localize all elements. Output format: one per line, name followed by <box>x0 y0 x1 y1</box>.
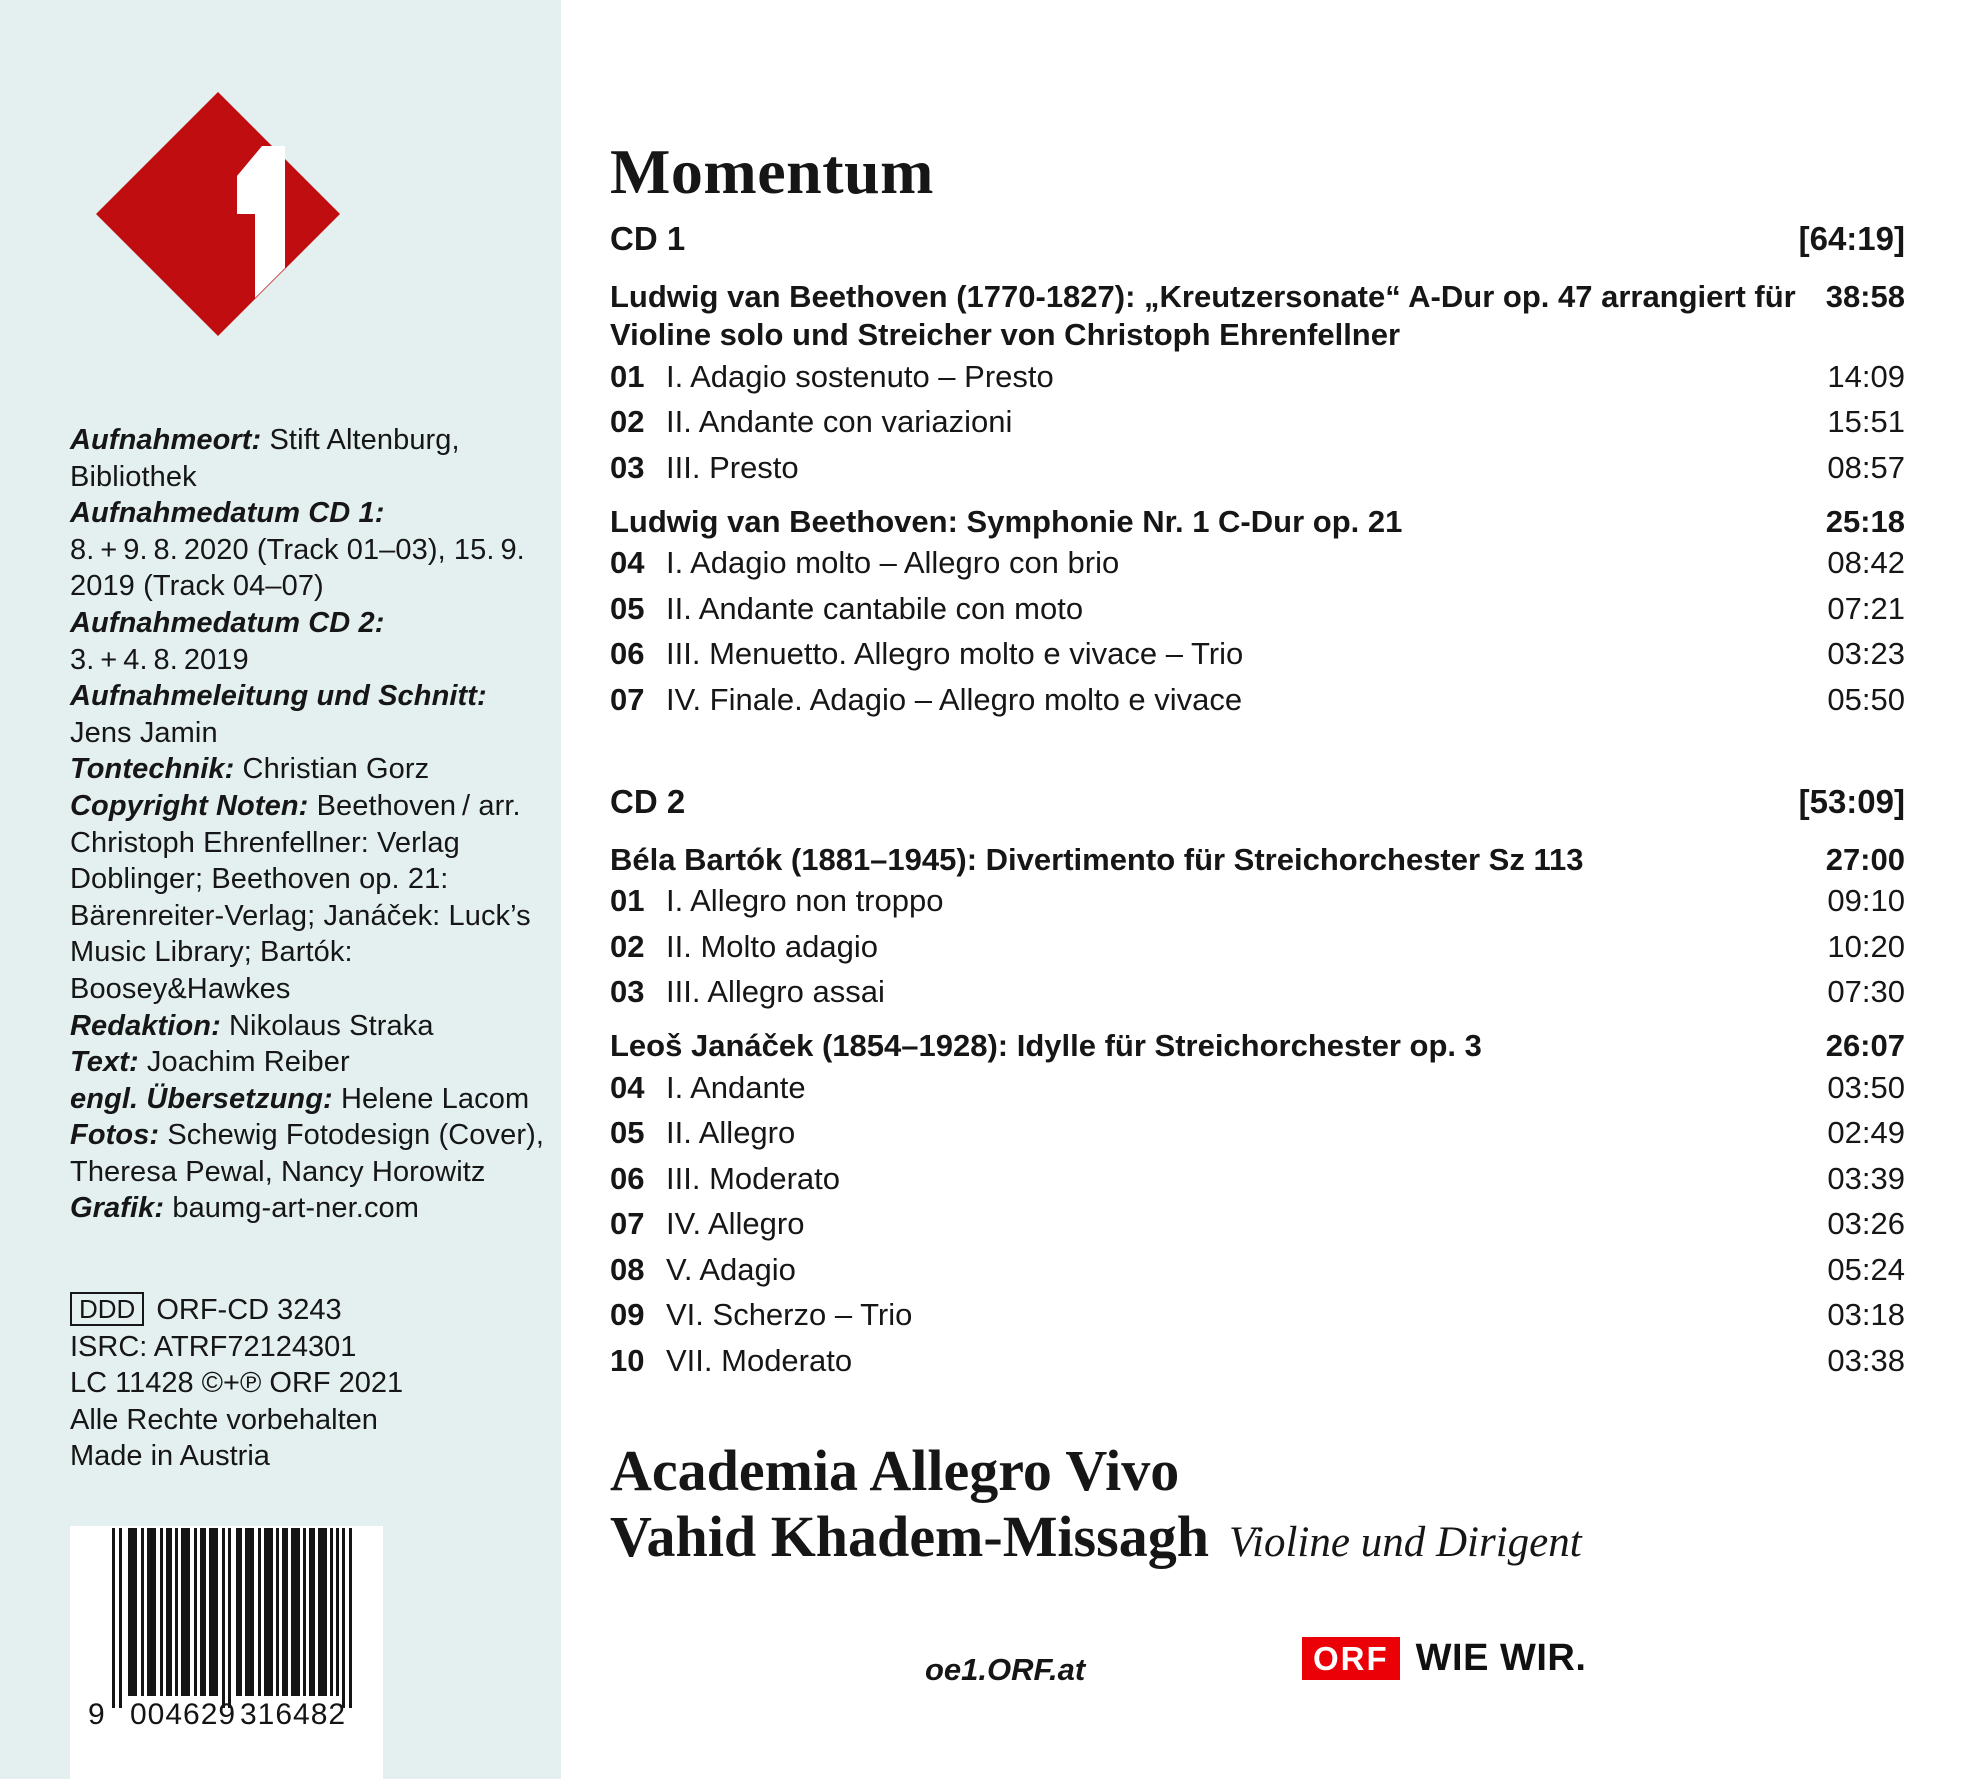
catalog-number: ORF-CD 3243 <box>156 1294 342 1326</box>
track-number: 01 <box>610 358 645 394</box>
disc-total-time: [64:19] <box>1798 220 1905 257</box>
credit-aufnahmeleitung <box>70 678 548 751</box>
track-title: III. Allegro assai <box>666 974 885 1010</box>
credit-copyright-noten <box>70 788 548 1008</box>
disc-header <box>610 220 1905 258</box>
credit-label: Grafik: <box>70 1192 165 1225</box>
credit-fotos <box>70 1117 548 1190</box>
credit-value: baumg-art-ner.com <box>172 1192 420 1225</box>
barcode <box>70 1526 383 1779</box>
credit-redaktion <box>70 1008 548 1045</box>
conductor-role: Violine und Dirigent <box>1228 1519 1582 1566</box>
barcode-digit-group2: 316482 <box>240 1698 347 1731</box>
credit-label: Aufnahmeleitung und Schnitt: <box>70 680 487 713</box>
track-number: 05 <box>610 1115 645 1151</box>
credit-label: Redaktion: <box>70 1009 221 1042</box>
orf-logo-box: ORF <box>1302 1637 1400 1680</box>
track-row <box>610 445 1905 491</box>
credit-grafik <box>70 1190 548 1227</box>
track-row <box>610 1293 1905 1339</box>
track-row <box>610 586 1905 632</box>
track-time: 07:21 <box>1827 590 1905 626</box>
credit-value: 8. + 9. 8. 2020 (Track 01–03), 15. 9. 2019 (Track 04–07) <box>70 533 531 603</box>
credit-label: Text: <box>70 1046 139 1079</box>
credit-value: Stift Altenburg, Bibliothek <box>70 424 460 493</box>
track-title: IV. Allegro <box>666 1206 805 1242</box>
work-title: Béla Bartók (1881–1945): Divertimento für Streichorchester Sz 113 <box>610 841 1584 877</box>
credit-value: Helene Lacom <box>341 1082 530 1115</box>
track-row <box>610 677 1905 723</box>
credit-text <box>70 1044 548 1081</box>
credit-label: Aufnahmedatum CD 2: <box>70 606 385 639</box>
made-in-line: Made in Austria <box>70 1440 270 1473</box>
album-title: Momentum <box>610 135 934 207</box>
track-row <box>610 1111 1905 1157</box>
credit-value: 3. + 4. 8. 2019 <box>70 643 249 676</box>
artists-block <box>610 1438 1582 1576</box>
barcode-digit-lead: 9 <box>88 1698 105 1731</box>
conductor-name: Vahid Khadem-Missagh <box>610 1504 1209 1569</box>
work-header <box>610 841 1905 879</box>
barcode-icon <box>70 1526 383 1779</box>
credit-label: Tontechnik: <box>70 753 235 786</box>
track-row <box>610 400 1905 446</box>
track-row <box>610 879 1905 925</box>
track-row <box>610 1202 1905 1248</box>
work-header <box>610 503 1905 541</box>
track-title: VI. Scherzo – Trio <box>666 1297 913 1333</box>
track-number: 10 <box>610 1342 645 1378</box>
track-time: 05:24 <box>1827 1251 1905 1287</box>
credit-aufnahmeort <box>70 422 548 495</box>
work-duration: 27:00 <box>1825 841 1905 877</box>
track-row <box>610 354 1905 400</box>
credit-label: Aufnahmedatum CD 1: <box>70 497 385 530</box>
disc-cd1 <box>610 220 1905 723</box>
track-number: 06 <box>610 636 645 672</box>
track-time: 08:57 <box>1827 449 1905 485</box>
work-title: Leoš Janáček (1854–1928): Idylle für Streichorchester op. 3 <box>610 1028 1482 1063</box>
work-kreutzersonate <box>610 278 1905 491</box>
orf-logo <box>1302 1637 1586 1680</box>
disc-header <box>610 783 1905 821</box>
track-row <box>610 924 1905 970</box>
track-number: 07 <box>610 681 645 717</box>
disc-total-time: [53:09] <box>1798 782 1905 820</box>
track-title: III. Moderato <box>666 1160 841 1196</box>
track-title: II. Andante con variazioni <box>666 404 1013 440</box>
track-title: I. Adagio sostenuto – Presto <box>666 358 1054 394</box>
rights-line: Alle Rechte vorbehalten <box>70 1403 378 1436</box>
tracklist <box>610 220 1905 1396</box>
credit-uebersetzung <box>70 1081 548 1118</box>
track-time: 03:39 <box>1827 1160 1905 1196</box>
track-number: 02 <box>610 928 645 964</box>
track-title: I. Andante <box>666 1069 806 1105</box>
track-number: 02 <box>610 404 645 440</box>
track-row <box>610 1338 1905 1384</box>
track-time: 03:23 <box>1827 636 1905 672</box>
credit-value: Joachim Reiber <box>146 1046 350 1079</box>
track-number: 05 <box>610 590 645 626</box>
track-time: 05:50 <box>1827 681 1905 717</box>
track-time: 03:50 <box>1827 1069 1905 1105</box>
disc-name: CD 1 <box>610 220 686 257</box>
credit-value: Christian Gorz <box>242 753 430 786</box>
track-time: 14:09 <box>1827 358 1905 394</box>
credits-block <box>70 422 548 1227</box>
lc-line: LC 11428 ©+℗ ORF 2021 <box>70 1367 404 1400</box>
track-time: 02:49 <box>1827 1115 1905 1151</box>
work-idylle <box>610 1027 1905 1384</box>
track-number: 07 <box>610 1206 645 1242</box>
track-time: 10:20 <box>1827 928 1905 964</box>
oe1-logo-icon <box>96 92 340 336</box>
track-time: 07:30 <box>1827 974 1905 1010</box>
credit-value: Beethoven / arr. Christoph Ehrenfellner: Verlag Doblinger; Beethoven op. 21: Bärenreiter-Verlag; Janáček: Luck’s Music Library; Bartók: Boosey&Hawkes <box>70 789 531 1005</box>
track-row <box>610 632 1905 678</box>
track-time: 03:38 <box>1827 1342 1905 1378</box>
track-title: II. Molto adagio <box>666 928 878 964</box>
track-number: 08 <box>610 1251 645 1287</box>
credit-label: Copyright Noten: <box>70 789 309 822</box>
work-title: Ludwig van Beethoven: Symphonie Nr. 1 C-Dur op. 21 <box>610 503 1403 539</box>
work-symphonie-nr1 <box>610 503 1905 723</box>
credit-label: Aufnahmeort: <box>70 424 262 456</box>
track-row <box>610 541 1905 587</box>
conductor-line <box>610 1504 1582 1576</box>
credit-tontechnik <box>70 751 548 788</box>
work-title: Ludwig van Beethoven (1770-1827): „Kreutzersonate“ A-Dur op. 47 arrangiert für Violine solo und Streicher von Christoph Ehrenfellner <box>610 279 1796 352</box>
track-row <box>610 1156 1905 1202</box>
barcode-digit-group1: 004629 <box>130 1698 237 1731</box>
credit-value: Jens Jamin <box>70 716 218 749</box>
track-title: I. Allegro non troppo <box>666 883 944 919</box>
work-duration: 38:58 <box>1825 279 1905 314</box>
track-row <box>610 1247 1905 1293</box>
work-duration: 26:07 <box>1825 1028 1905 1063</box>
track-number: 06 <box>610 1160 645 1196</box>
track-row <box>610 1065 1905 1111</box>
credit-aufnahmedatum-cd1 <box>70 495 548 605</box>
disc-cd2 <box>610 783 1905 1384</box>
ddd-badge: DDD <box>70 1292 144 1326</box>
credit-aufnahmedatum-cd2 <box>70 605 548 678</box>
track-title: V. Adagio <box>666 1251 796 1287</box>
work-duration: 25:18 <box>1825 503 1905 539</box>
sidebar <box>0 0 561 1779</box>
credit-label: engl. Übersetzung: <box>70 1082 333 1115</box>
track-number: 03 <box>610 974 645 1010</box>
credit-value: Nikolaus Straka <box>229 1009 434 1042</box>
ensemble-name: Academia Allegro Vivo <box>610 1438 1180 1503</box>
oe1-website-link: oe1.ORF.at <box>925 1652 1086 1687</box>
isrc-line: ISRC: ATRF72124301 <box>70 1330 357 1363</box>
track-number: 01 <box>610 883 645 919</box>
track-row <box>610 970 1905 1016</box>
track-number: 04 <box>610 1069 645 1105</box>
track-number: 03 <box>610 449 645 485</box>
track-number: 04 <box>610 545 645 581</box>
credit-label: Fotos: <box>70 1119 160 1152</box>
track-title: IV. Finale. Adagio – Allegro molto e vivace <box>666 681 1243 717</box>
catalog-number-line <box>70 1292 548 1329</box>
track-title: III. Presto <box>666 449 799 485</box>
disc-name: CD 2 <box>610 782 686 820</box>
orf-claim: WIE WIR. <box>1415 1637 1587 1679</box>
track-time: 08:42 <box>1827 545 1905 581</box>
track-time: 09:10 <box>1827 883 1905 919</box>
credit-value: Schewig Fotodesign (Cover), Theresa Pewal, Nancy Horowitz <box>70 1119 545 1188</box>
track-title: II. Andante cantabile con moto <box>666 590 1084 626</box>
track-title: I. Adagio molto – Allegro con brio <box>666 545 1120 581</box>
track-time: 03:26 <box>1827 1206 1905 1242</box>
track-time: 15:51 <box>1827 404 1905 440</box>
catalog-block <box>70 1292 548 1475</box>
track-title: VII. Moderato <box>666 1342 853 1378</box>
work-divertimento <box>610 841 1905 1016</box>
track-title: III. Menuetto. Allegro molto e vivace – Trio <box>666 636 1244 672</box>
track-title: II. Allegro <box>666 1115 796 1151</box>
track-time: 03:18 <box>1827 1297 1905 1333</box>
work-header <box>610 1027 1905 1065</box>
track-number: 09 <box>610 1297 645 1333</box>
work-header <box>610 278 1905 354</box>
